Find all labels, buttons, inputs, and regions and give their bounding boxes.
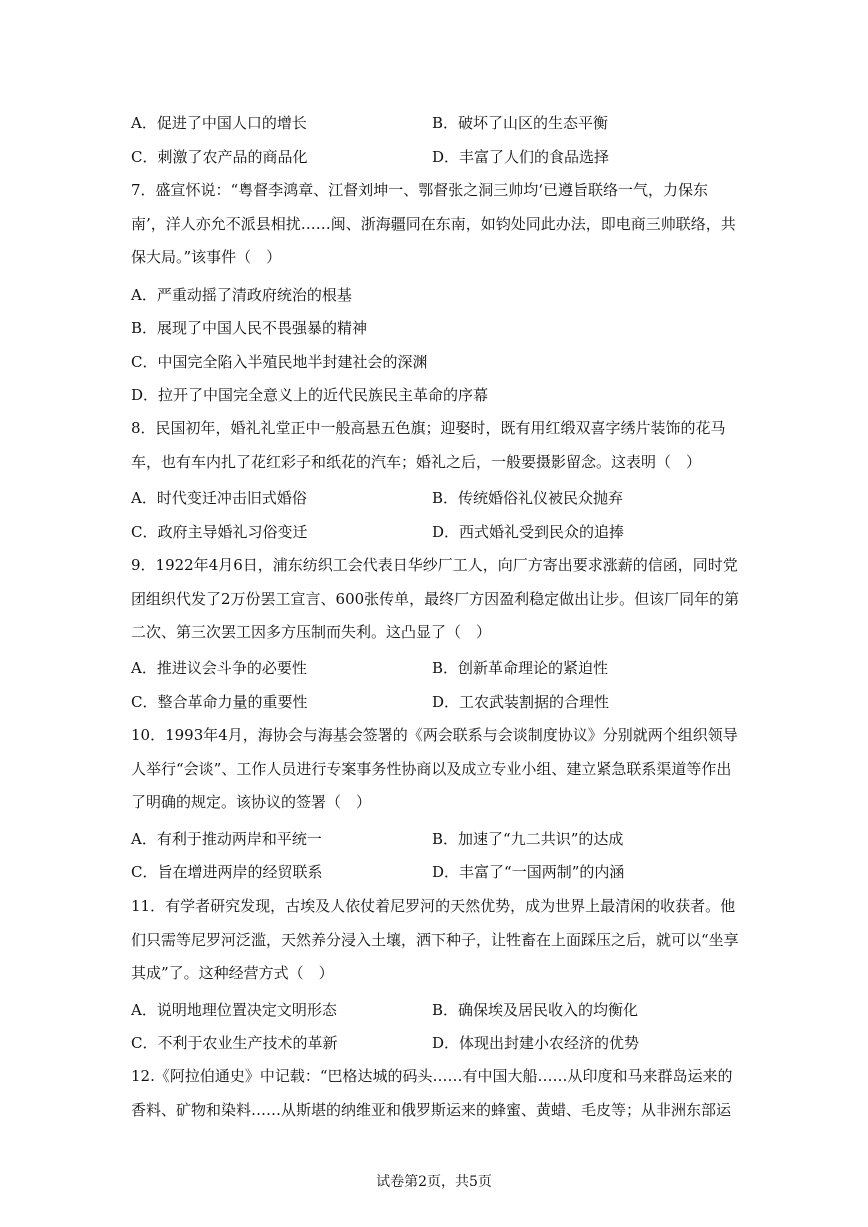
q8-options-row-2	[131, 522, 741, 542]
q7-option-a: A．严重动摇了清政府统治的根基	[131, 286, 352, 304]
q9-option-d: D．工农武装割据的合理性	[432, 693, 610, 711]
page-footer: 试卷第2页，共5页	[376, 1174, 492, 1190]
q11-option-d: D．体现出封建小农经济的优势	[432, 1034, 640, 1052]
q11-option-c: C．不利于农业生产技术的革新	[131, 1034, 338, 1052]
q10-option-b: B．加速了“九二共识”的达成	[432, 830, 624, 848]
q9-option-b: B．创新革命理论的紧迫性	[432, 659, 609, 677]
q8-option-d: D．西式婚礼受到民众的追捧	[432, 523, 625, 541]
q11-option-b: B．确保埃及居民收入的均衡化	[432, 1001, 639, 1019]
q6-options-row-1	[131, 113, 741, 133]
q12-stem: 12.《阿拉伯通史》中记载：“巴格达城的码头……有中国大船……从印度和马来群岛运来的香料、矿物和染料……从斯堪的纳维亚和俄罗斯运来的蜂蜜、黄蜡、毛皮等；从非洲东部运	[131, 1067, 733, 1119]
q6-option-d: D．丰富了人们的食品选择	[432, 148, 610, 166]
q6-option-a: A．促进了中国人口的增长	[131, 114, 307, 132]
q8-options-row-1	[131, 488, 741, 508]
q11-options-row-2	[131, 1033, 741, 1053]
q8-option-b: B．传统婚俗礼仪被民众抛弃	[432, 489, 624, 507]
q9-option-a: A．推进议会斗争的必要性	[131, 659, 307, 677]
q6-option-c: C．刺激了农产品的商品化	[131, 148, 308, 166]
q8-stem: 8．民国初年，婚礼礼堂正中一般高悬五色旗；迎娶时，既有用红缎双喜字绣片装饰的花马车，也有车内扎了花红彩子和纸花的汽车；婚礼之后，一般要摄影留念。这表明（ ）	[131, 419, 726, 471]
q9-options-row-2	[131, 692, 741, 712]
q7-option-c: C．中国完全陷入半殖民地半封建社会的深渊	[131, 353, 428, 371]
q7-option-d: D．拉开了中国完全意义上的近代民族民主革命的序幕	[131, 386, 489, 404]
q7-stem: 7．盛宣怀说：“粤督李鸿章、江督刘坤一、鄂督张之洞三帅均‘已遵旨联络一气，力保东南’，洋人亦允不派县相扰……闽、浙海疆同在东南，如钧处同此办法，即电商三帅联络，共保大局。”该事件（ ）	[131, 181, 736, 266]
q9-options-row-1	[131, 658, 741, 678]
q8-option-a: A．时代变迁冲击旧式婚俗	[131, 489, 307, 507]
q10-option-c: C．旨在增进两岸的经贸联系	[131, 863, 323, 881]
q9-stem: 9．1922年4月6日，浦东纺织工会代表日华纱厂工人，向厂方寄出要求涨薪的信函，同时党团组织代发了2万份罢工宣言、600张传单，最终厂方因盈利稳定做出让步。但该厂同年的第二次、第三次罢工因多方压制而失利。这凸显了（ ）	[131, 556, 740, 641]
q11-stem: 11．有学者研究发现，古埃及人依仗着尼罗河的天然优势，成为世界上最清闲的收获者。他们只需等尼罗河泛滥，天然养分浸入土壤，洒下种子，让牲畜在上面踩压之后，就可以“坐享其成”了。这种经营方式（ ）	[131, 897, 739, 982]
q10-options-row-2	[131, 862, 741, 882]
q9-option-c: C．整合革命力量的重要性	[131, 693, 308, 711]
q6-option-b: B．破坏了山区的生态平衡	[432, 114, 609, 132]
q10-options-row-1	[131, 829, 741, 849]
q11-options-row-1	[131, 1000, 741, 1020]
q7-option-b: B．展现了中国人民不畏强暴的精神	[131, 319, 368, 337]
q10-stem: 10．1993年4月，海协会与海基会签署的《两会联系与会谈制度协议》分别就两个组织领导人举行“会谈”、工作人员进行专案事务性协商以及成立专业小组、建立紧急联系渠道等作出了明确的规定。该协议的签署（ ）	[131, 726, 738, 811]
q6-options-row-2	[131, 147, 741, 167]
q11-option-a: A．说明地理位置决定文明形态	[131, 1001, 337, 1019]
q8-option-c: C．政府主导婚礼习俗变迁	[131, 523, 308, 541]
q10-option-d: D．丰富了“一国两制”的内涵	[432, 863, 625, 881]
q10-option-a: A．有利于推动两岸和平统一	[131, 830, 322, 848]
